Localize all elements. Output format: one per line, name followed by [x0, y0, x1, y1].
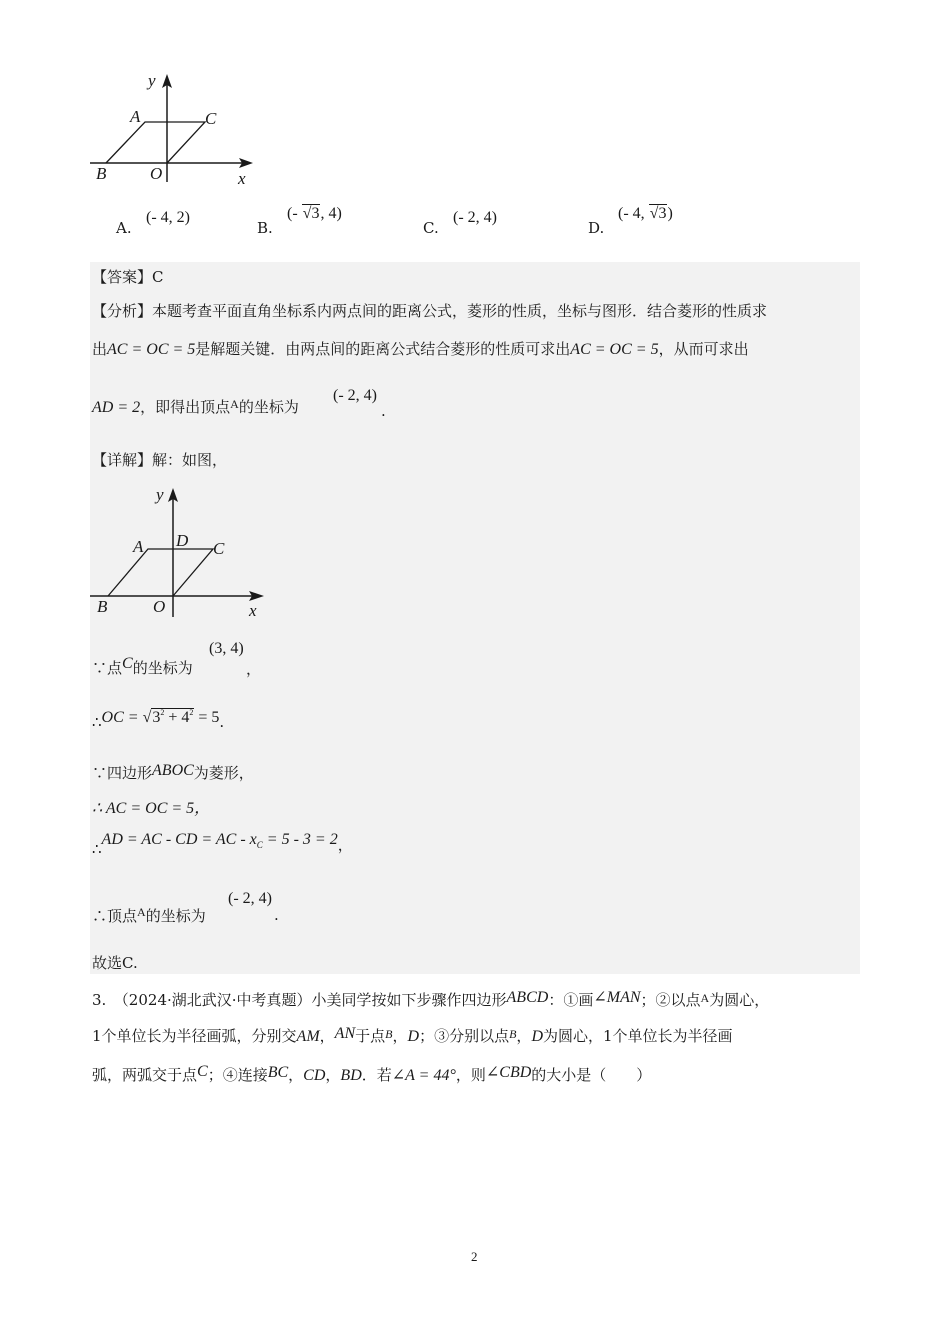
fig2-label-B: B	[97, 597, 108, 616]
sqrt-icon: √3	[649, 205, 667, 222]
fig2-label-A: A	[133, 537, 144, 556]
step-1: ∵点C的坐标为	[92, 655, 193, 677]
fig1-label-B: B	[96, 164, 107, 183]
analysis-line-3: AD = 2，即得出顶点$^A$的坐标为	[92, 397, 299, 416]
option-b-coord: (- √3, 4)	[287, 205, 342, 222]
step-5: ∴AD = AC - CD = AC - $x_C = 5 - 3 = 2$，	[92, 831, 353, 858]
step-1-coord: (3, 4)	[209, 640, 244, 657]
option-a-coord: (- 4, 2)	[146, 209, 190, 226]
option-d-coord: (- 4, √3)	[618, 205, 673, 222]
step-1-comma: ，	[246, 660, 262, 678]
option-c-coord: (- 2, 4)	[453, 209, 497, 226]
answer-label: 【答案】C	[92, 268, 164, 286]
step-4: ∴ AC = OC = 5，	[92, 800, 211, 817]
rhombus-shape	[106, 122, 205, 163]
step-2: ∴OC = $√3^2 + 4^2 = 5$.	[92, 708, 225, 731]
step-3: ∵四边形ABOC为菱形，	[92, 762, 254, 782]
fig1-label-A: A	[130, 107, 141, 126]
fig1-label-y: y	[148, 71, 156, 90]
fig2-label-y: y	[156, 485, 164, 504]
step-6-period: .	[274, 906, 279, 924]
sqrt-icon: √3	[302, 205, 320, 222]
option-a-letter: A.	[116, 219, 132, 237]
fig2-label-x: x	[249, 601, 257, 620]
fig1-label-C: C	[205, 109, 217, 128]
fig1-label-x: x	[238, 169, 246, 188]
analysis-period: .	[381, 402, 386, 420]
analysis-coord: (- 2, 4)	[333, 387, 377, 404]
fig2-label-O: O	[153, 597, 166, 616]
fig2-label-C: C	[213, 539, 225, 558]
detail-line: 【详解】解：如图，	[92, 451, 228, 469]
step-6-coord: (- 2, 4)	[228, 890, 272, 907]
conclusion: 故选C.	[92, 954, 138, 972]
question-3-line-2: 1个单位长为半径画弧，分别交AM，AN于点$^B$，D；③分别以点$^B$，D为圆心，1个单位长为半径画	[92, 1025, 733, 1045]
option-d-letter: D.	[588, 219, 605, 237]
question-3-line-3: 弧，两弧交于点C；④连接BC，CD，BD．若∠A = 44°，则∠CBD的大小是（ ）	[92, 1063, 652, 1084]
step-6: ∴顶点$^A$的坐标为	[92, 905, 206, 925]
option-b-letter: B.	[257, 219, 273, 237]
fig1-label-O: O	[150, 164, 163, 183]
rhombus-shape	[108, 549, 213, 596]
fig2-label-D: D	[176, 531, 189, 550]
question-3-line-1: 3. （2024·湖北武汉·中考真题）小美同学按如下步骤作四边形ABCD：①画∠MAN；②以点$^A$为圆心，	[92, 989, 770, 1009]
page-number: 2	[471, 1249, 478, 1264]
analysis-line-1: 【分析】本题考查平面直角坐标系内两点间的距离公式，菱形的性质，坐标与图形．结合菱形的性质求	[92, 302, 768, 320]
option-c-letter: C.	[423, 219, 439, 237]
analysis-line-2: 出AC = OC = 5是解题关键．由两点间的距离公式结合菱形的性质可求出AC = OC = 5，从而可求出	[92, 340, 749, 358]
